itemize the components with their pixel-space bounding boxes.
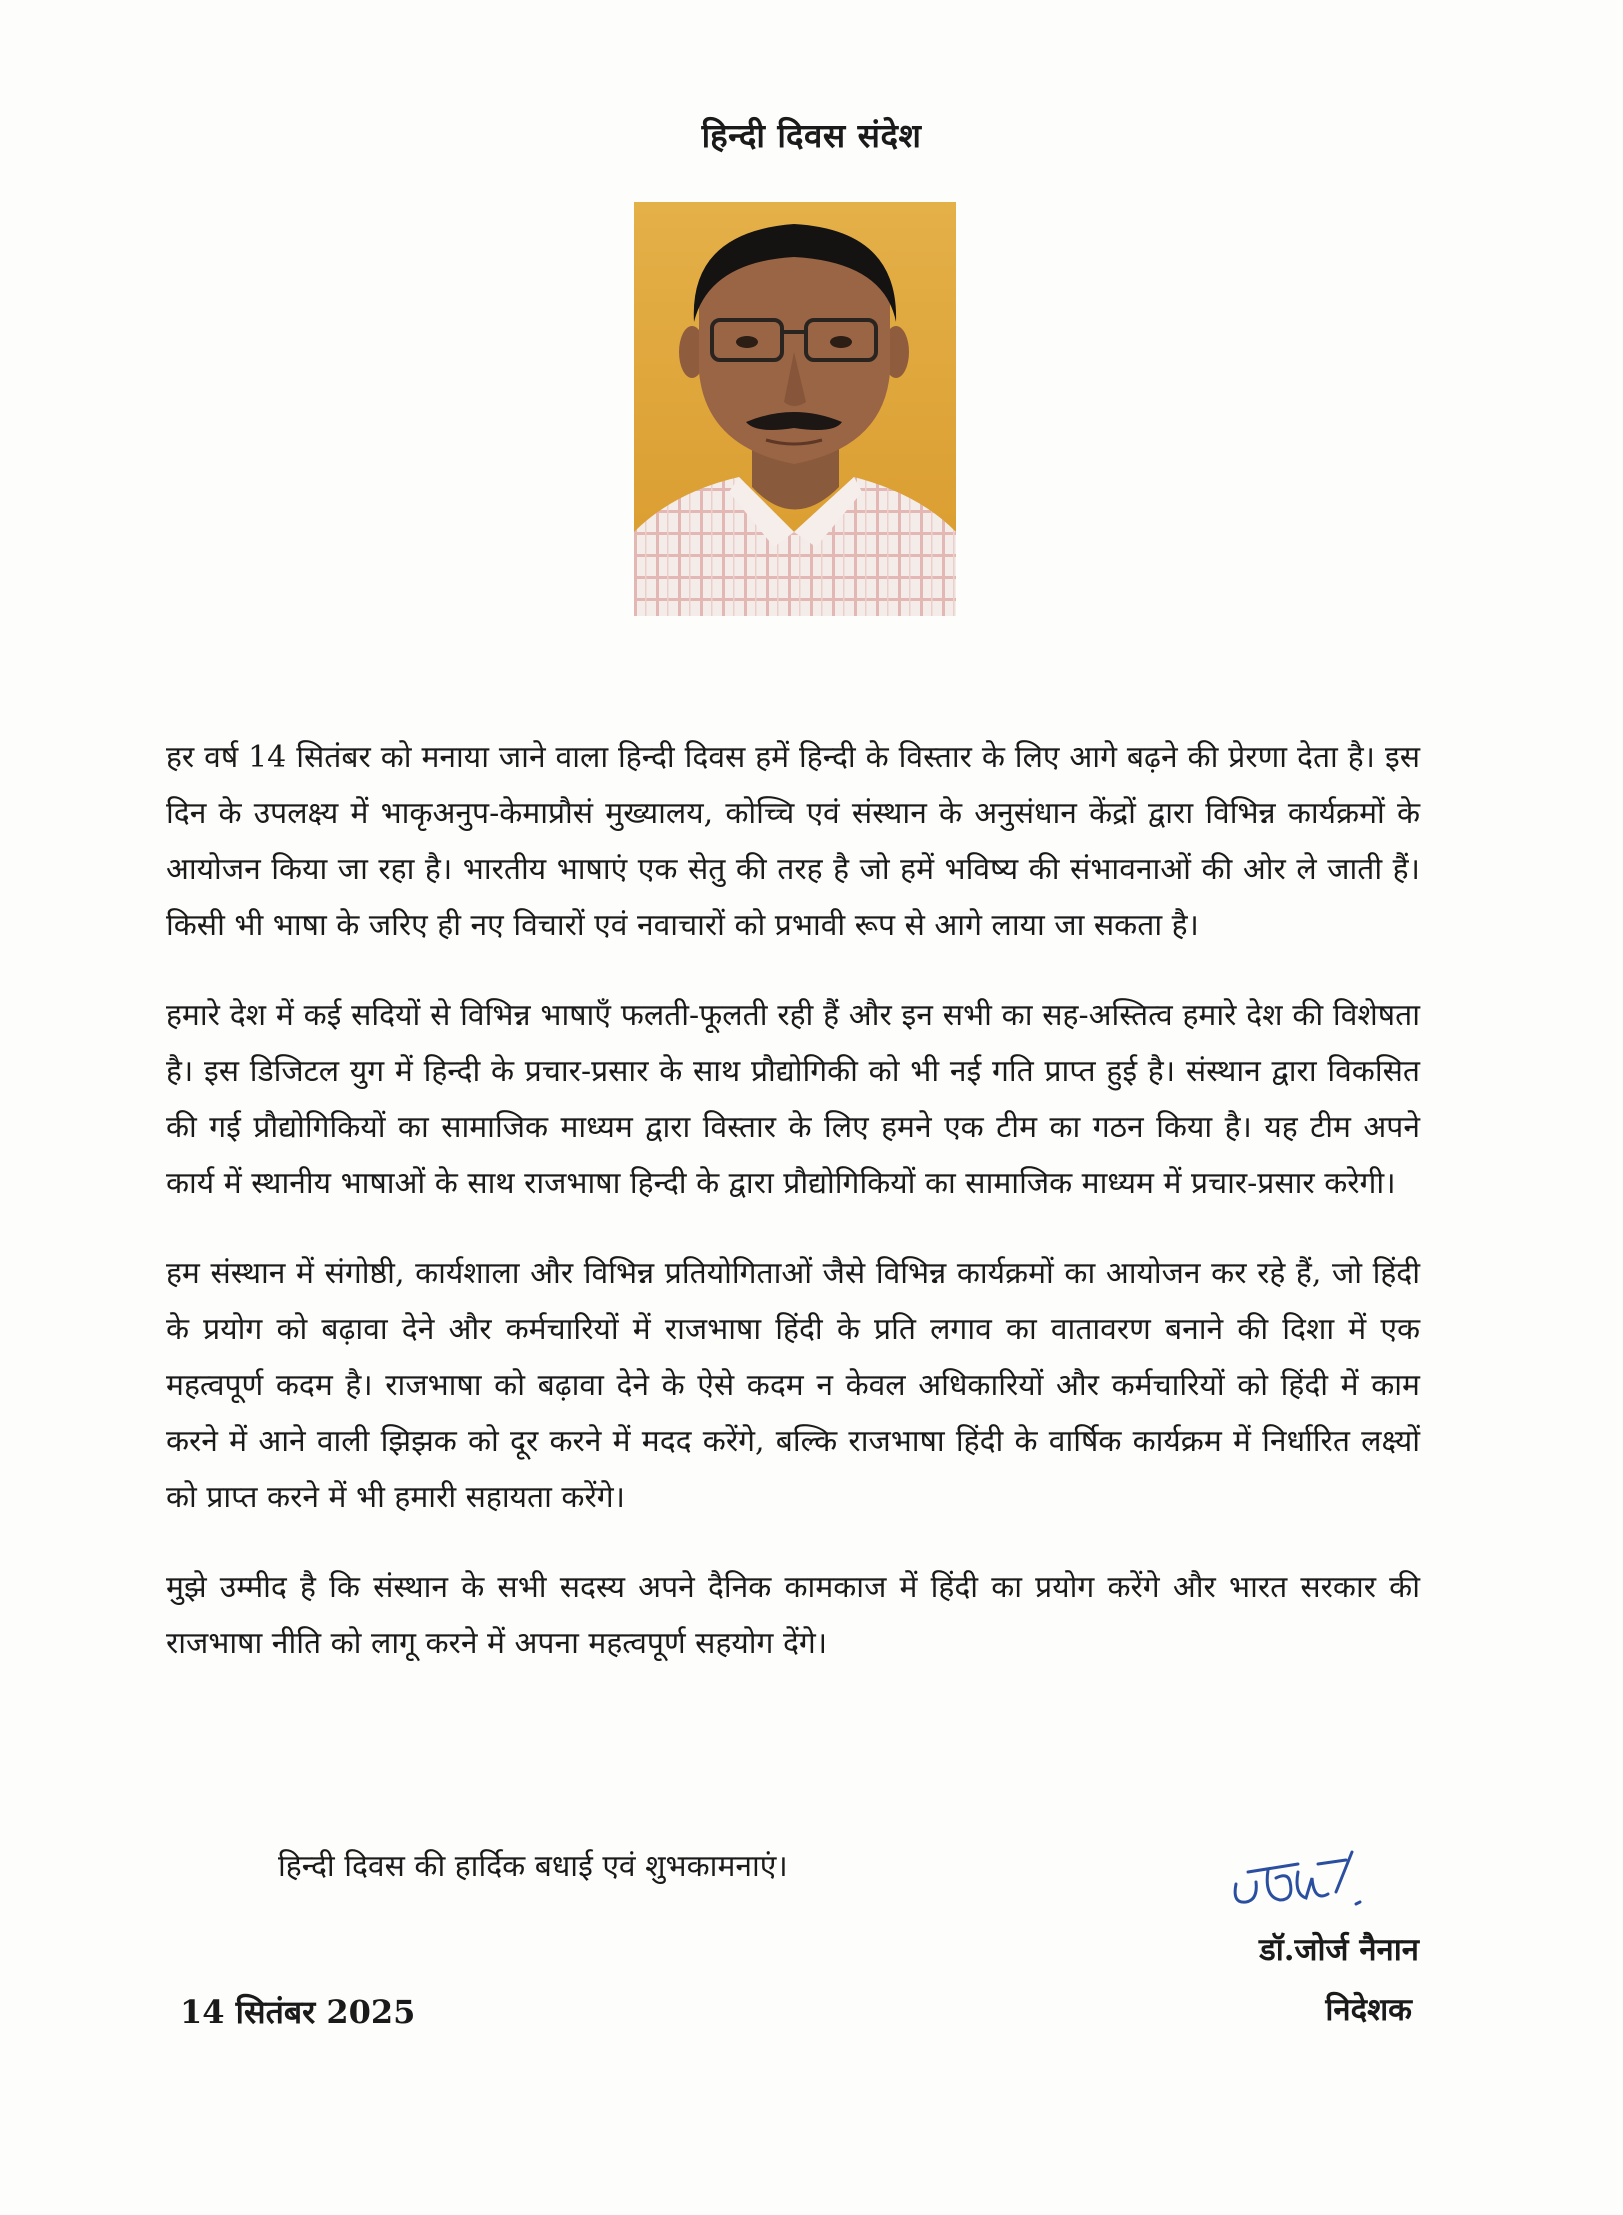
director-portrait	[634, 202, 956, 616]
signatory-name: डॉ.जोर्ज नैनान	[1259, 1932, 1419, 1968]
paragraph-2: हमारे देश में कई सदियों से विभिन्न भाषाएँ फलती-फूलती रही हैं और इन सभी का सह-अस्तित्व हमारे देश की विशेषता है। इस डिजिटल युग में हिन्दी के प्रचार-प्रसार के साथ प्रौद्योगिकी को भी नई गति प्राप्त हुई है। संस्थान द्वारा विकसित की गई प्रौद्योगिकियों का सामाजिक माध्यम द्वारा विस्तार के लिए हमने एक टीम का गठन किया है। यह टीम अपने कार्य में स्थानीय भाषाओं के साथ राजभाषा हिन्दी के द्वारा प्रौद्योगिकियों का सामाजिक माध्यम में प्रचार-प्रसार करेगी।	[166, 998, 1420, 1201]
letter-title: हिन्दी दिवस संदेश	[701, 116, 922, 155]
letter-body	[166, 730, 1420, 1706]
paragraph-3: हम संस्थान में संगोष्ठी, कार्यशाला और विभिन्न प्रतियोगिताओं जैसे विभिन्न कार्यक्रमों का आयोजन कर रहे हैं, जो हिंदी के प्रयोग को बढ़ावा देने और कर्मचारियों में राजभाषा हिंदी के प्रति लगाव का वातावरण बनाने की दिशा में एक महत्वपूर्ण कदम है। राजभाषा को बढ़ावा देने के ऐसे कदम न केवल अधिकारियों और कर्मचारियों को हिंदी में काम करने में आने वाली झिझक को दूर करने में मदद करेंगे, बल्कि राजभाषा हिंदी के वार्षिक कार्यक्रम में निर्धारित लक्ष्यों को प्राप्त करने में भी हमारी सहायता करेंगे।	[166, 1256, 1420, 1515]
letter-date: 14 सितंबर 2025	[180, 1993, 416, 2031]
closing-greeting: हिन्दी दिवस की हार्दिक बधाई एवं शुभकामनाएं।	[278, 1849, 788, 1884]
handwritten-signature	[1228, 1842, 1378, 1922]
paragraph-1: हर वर्ष 14 सितंबर को मनाया जाने वाला हिन्दी दिवस हमें हिन्दी के विस्तार के लिए आगे बढ़ने की प्रेरणा देता है। इस दिन के उपलक्ष्य में भाकृअनुप-केमाप्रौसं मुख्यालय, कोच्चि एवं संस्थान के अनुसंधान केंद्रों द्वारा विभिन्न कार्यक्रमों के आयोजन किया जा रहा है। भारतीय भाषाएं एक सेतु की तरह है जो हमें भविष्य की संभावनाओं की ओर ले जाती हैं। किसी भी भाषा के जरिए ही नए विचारों एवं नवाचारों को प्रभावी रूप से आगे लाया जा सकता है।	[166, 740, 1420, 943]
signatory-designation: निदेशक	[1325, 1992, 1412, 2028]
paragraph-4: मुझे उम्मीद है कि संस्थान के सभी सदस्य अपने दैनिक कामकाज में हिंदी का प्रयोग करेंगे और भारत सरकार की राजभाषा नीति को लागू करने में अपना महत्वपूर्ण सहयोग देंगे।	[166, 1570, 1420, 1661]
